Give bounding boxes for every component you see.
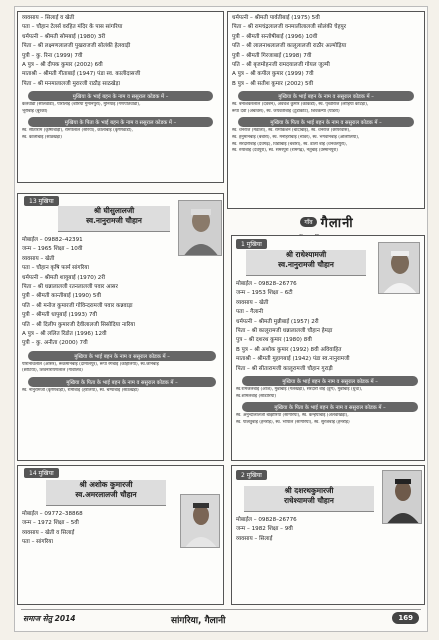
entry-line: पता – चौहान टेलर्स वरहित मंदिर के पास सांगरिया (22, 24, 123, 31)
siblings-text: (छोटिया), शिवनारायणलाल (गांवीलेव) (22, 368, 83, 374)
entry-line: पिता – श्री सीतारामजी कालूरामजी चौहान गुराड़ी (236, 365, 333, 372)
siblings-banner: मुखिया के भाई बहन के नाम व ससुराल कोडक में – (28, 91, 213, 101)
father-siblings-banner: मुखिया के पिता के भाई बहन के नाम व ससुराल कोडक में – (242, 402, 418, 412)
page-footer (21, 609, 421, 629)
entry-line: जन्म – 1982 शिक्षा – 9वी (236, 526, 293, 533)
father-siblings-text: स्व. पालतुबाई (हनरोड़), स्व. भोपाल (सांगरिया), स्व. सुरजबाई (हनरोड़) (236, 419, 350, 425)
father-siblings-text: स्व. रुपाबाई (देवपुरा), स्व. समरपुरा (रामगढ़), नेतुबाई (उस्मानपुरा) (232, 148, 338, 154)
magazine-name: समाज सेतु 2014 (23, 614, 76, 623)
entry-line: मोबाईल – 09828–26776 (236, 281, 297, 287)
entry-line: धर्मपत्नी – श्रीमती सोमबाई (1980) 3री (22, 33, 106, 40)
entry-line: मोबाईल – 09882–42391 (22, 237, 83, 243)
siblings-text: रूपा देवी (अंबावस), स्व. जयवंतीबाई (टूंडाकोट), शिवकन्या (पांडरा) (232, 108, 340, 114)
card-number-tag: 2 मुखिया (236, 470, 267, 480)
entry-line: धर्मपत्नी – श्रीमती मुन्नीबाई (1957) 2री (236, 318, 319, 325)
siblings-text: भूरीबाई (बुरकी) (22, 108, 48, 114)
entry-line: पिता – श्री रामचंद्रलालजी वनमालीलालजी सोलंकी चेहपुर (232, 24, 347, 31)
family-card-1 (231, 235, 425, 461)
top-right-entry (227, 11, 425, 209)
entry-line: मोबाईल – 09828–26776 (236, 517, 297, 523)
father-siblings-text: स्व. नानुरामजी (कृष्णबाड़ी), रामीबाई (हरलिया), स्व. चम्पाबाई (साठखेड़ा) (22, 388, 139, 394)
top-left-entry (17, 11, 224, 183)
father-name-line: स्व.नानुरामजी चौहान (86, 216, 142, 225)
father-siblings-text: स्व. हनुमानबाई (बंबोरा), स्व. मनोहरीबाई (ब्यवर), स्व. भगवानबाई (ओलोलिया), (232, 135, 360, 141)
village-name: गैलानी (320, 216, 354, 231)
entry-line: पिता – श्री लक्ष्मणलालजी पुखराजजी सोलंकी हेलवाड़ी (22, 43, 131, 50)
father-siblings-text: स्व. धनराज (मंडाला), स्व. रामकिशन (बादाबाई), स्व. धनराज (छापरवास), (232, 128, 351, 134)
head-photo (180, 494, 220, 548)
entry-line: व्यवसाय – खेती (236, 299, 269, 306)
entry-line: A पुत्र – श्री ललित रिंडोत (1996) 12वी (22, 331, 107, 338)
family-card-14 (17, 465, 224, 605)
entry-line: पति – श्री बृजमोहनजी रामदयालजी गोयल जुल्मी (232, 62, 330, 69)
card-number-tag: 13 मुखिया (24, 196, 59, 206)
entry-line: धर्मपत्नी – श्रीमती पार्वतीबाई (1975) 5वी (232, 15, 320, 21)
head-name-line: श्री राधेश्यामजी (285, 250, 327, 259)
entry-line: जन्म – 1965 शिक्षा – 10वी (22, 246, 83, 253)
father-name-line: स्व.अमरलालजी चौहान (75, 490, 137, 499)
head-photo (382, 470, 422, 524)
directory-page (14, 6, 428, 632)
entry-line: A पुत्र – श्री कपील कुमार (1999) 7वी (232, 71, 314, 78)
head-name (244, 486, 374, 512)
head-name-line: श्री दशरथकुमारजी (284, 486, 334, 495)
entry-line: पता – चौहान कृषि फार्म सांगरिया (22, 265, 89, 272)
father-siblings-banner: मुखिया के पिता के भाई बहन के नाम व ससुराल कोडक में – (238, 117, 414, 127)
siblings-text: स्व.रामजलबाई (आज), मुन्नाबाई (गलखड़ा), सरदारी बाई (डूंग), मुन्नीबाई (धुंधा), (236, 387, 363, 393)
entry-line: धर्मपत्नी – श्रीमती शायुबाई (1970) 2री (22, 274, 106, 281)
entry-line: माताश्री – श्रीमती मुहागबाई (1942) पंडा स्व.नानुरामजी (236, 356, 350, 363)
entry-line: पिता – श्री कालूरामजी धन्नालालजी चौहान हेमड़ा (236, 328, 333, 335)
entry-line: पति – श्री दिलीप कुमारजी देवीलालजी सिसोदिया नारिया (22, 321, 136, 328)
card-number-tag: 1 मुखिया (236, 239, 267, 249)
father-siblings-text: स्व. सीताराम (कृष्णबाड़ी), रामपैलाल (सरिया), कालाबाई (कृष्णवाडी), (22, 128, 133, 134)
entry-line: B पुत्र – श्री अशोक कुमार (1992) 8वी अविवाहित (236, 346, 342, 353)
entry-line: मोबाईल – 09772–38868 (22, 511, 83, 517)
father-name-line: स्व.नानुरामजी चौहान (278, 260, 334, 269)
father-name-line: राधेश्यामजी चौहान (284, 496, 334, 505)
head-name (46, 480, 166, 506)
entry-line: जन्म – 1972 शिक्षा – 5वी (22, 520, 79, 527)
entry-line: पुत्री – कु. अनीता (2000) 7वी (22, 340, 88, 347)
entry-line: पिता – श्री मनमालालजी मुरारजी राठौड़ साठखेड़ा (22, 80, 120, 87)
entry-line: व्यवसाय – सिलाई (236, 535, 273, 542)
siblings-banner: मुखिया के भाई बहन के नाम व ससुराल कोडक में – (238, 91, 414, 101)
siblings-text: पीरानाथलाल (आसर), रूकमानबाई (दामालपुर), रूपा रंगबाई (कोहेलिया), स्व.जानबाई (22, 361, 159, 367)
footer-location: सांगरिया, गैलानी (171, 616, 226, 626)
father-siblings-text: स्व. सरदारीबाई (देवगढ़), विद्याबाई (बंबोरा), स्व. डाली बाई (धनवलपुरा), (232, 141, 348, 147)
family-card-2 (231, 465, 425, 605)
head-name (58, 206, 170, 232)
entry-line: पुत्री – श्रीमती सन्तोषीबाई (1996) 10वी (232, 33, 318, 40)
siblings-banner: मुखिया के भाई बहन के नाम व ससुराल कोडक में – (28, 351, 216, 361)
siblings-banner: मुखिया के भाई बहन के नाम व ससुराल कोडक में – (242, 376, 418, 386)
father-siblings-banner: मुखिया के पिता के भाई बहन के नाम व ससुराल कोडक में – (28, 377, 216, 387)
family-card-13 (17, 193, 224, 461)
entry-line: B पुत्र – श्री सतीश कुमार (2002) 5वी (232, 80, 314, 87)
siblings-text: स्व. बनाशकरलाल (देवबन), अवधेश कुमार (कांकडी), स्व. पृथ्वीराज (लोहिया कोटड़ा), (232, 102, 369, 108)
head-name (246, 250, 366, 276)
siblings-text: केलवाडी (सीलवाडी), पारोलाई (बोरिया गुमानपुरा), मुनियाई (गणपतिवाडी), (22, 102, 141, 108)
head-name-line: श्री अशोक कुमारजी (79, 480, 133, 489)
entry-line: जन्म – 1953 शिक्षा – 6टी (236, 290, 293, 297)
entry-line: पति – श्री लालनाथलालजी कालूलालजी राठौर अल्मोड़िया (232, 43, 347, 50)
father-siblings-banner: मुखिया के पिता के भाई बहन के नाम व ससुराल कोडक में – (28, 117, 213, 127)
entry-line: पिता – श्री धन्नालालजी रतनलालजी पवार आसर (22, 284, 118, 291)
entry-line: पुत्री – श्रीमती कान्तीबाई (1990) 5वी (22, 293, 102, 300)
head-name-line: श्री घीसुलालजी (93, 206, 135, 215)
entry-line: A पुत्र – श्री दीपक कुमार (2002) 6वी (22, 62, 103, 69)
entry-line: पति – श्री मनोज कुमारजी गोविन्दरामजी पवार कन्नवाड़ा (22, 302, 133, 309)
entry-line: पुत्री – श्रीमती गिरजाबाई (1998) 7वी (232, 52, 312, 59)
siblings-text: स्व.शोमलबाई (सोडारिया) (236, 393, 277, 399)
entry-line: व्यवसाय – खेती व सिलाई (22, 529, 75, 536)
entry-line: पुत्री – कु. रिना (1999) 7वी (22, 52, 83, 59)
entry-line: पता – सांगरिया (22, 539, 53, 546)
page-number: 169 (392, 612, 419, 624)
entry-line: व्यवसाय – खेती (22, 255, 55, 262)
father-siblings-text: स्व. कालीबाई (साठखेड़ा) (22, 135, 62, 141)
entry-line: पता – गैलानी (236, 309, 264, 316)
entry-line: पुत्र – श्री दशरथ कुमार (1980) 8वी (236, 337, 312, 344)
entry-line: माताश्री – श्रीमती गीताबाई (1947) पंडा स्व. कालीदासजी (22, 71, 141, 78)
village-prefix: गाँव (300, 217, 316, 227)
card-number-tag: 14 मुखिया (24, 468, 59, 478)
entry-line: व्यवसाय – सिलाई व खेती (22, 15, 75, 21)
father-siblings-text: स्व. अनुन्दीलालजी बाझोरिया (सांगरिया), स्व. कन्हैयाबाई (अलवाखेड़ा), (236, 413, 349, 419)
entry-line: पुत्री – श्रीमती धापुबाई (1993) 7वी (22, 312, 97, 319)
